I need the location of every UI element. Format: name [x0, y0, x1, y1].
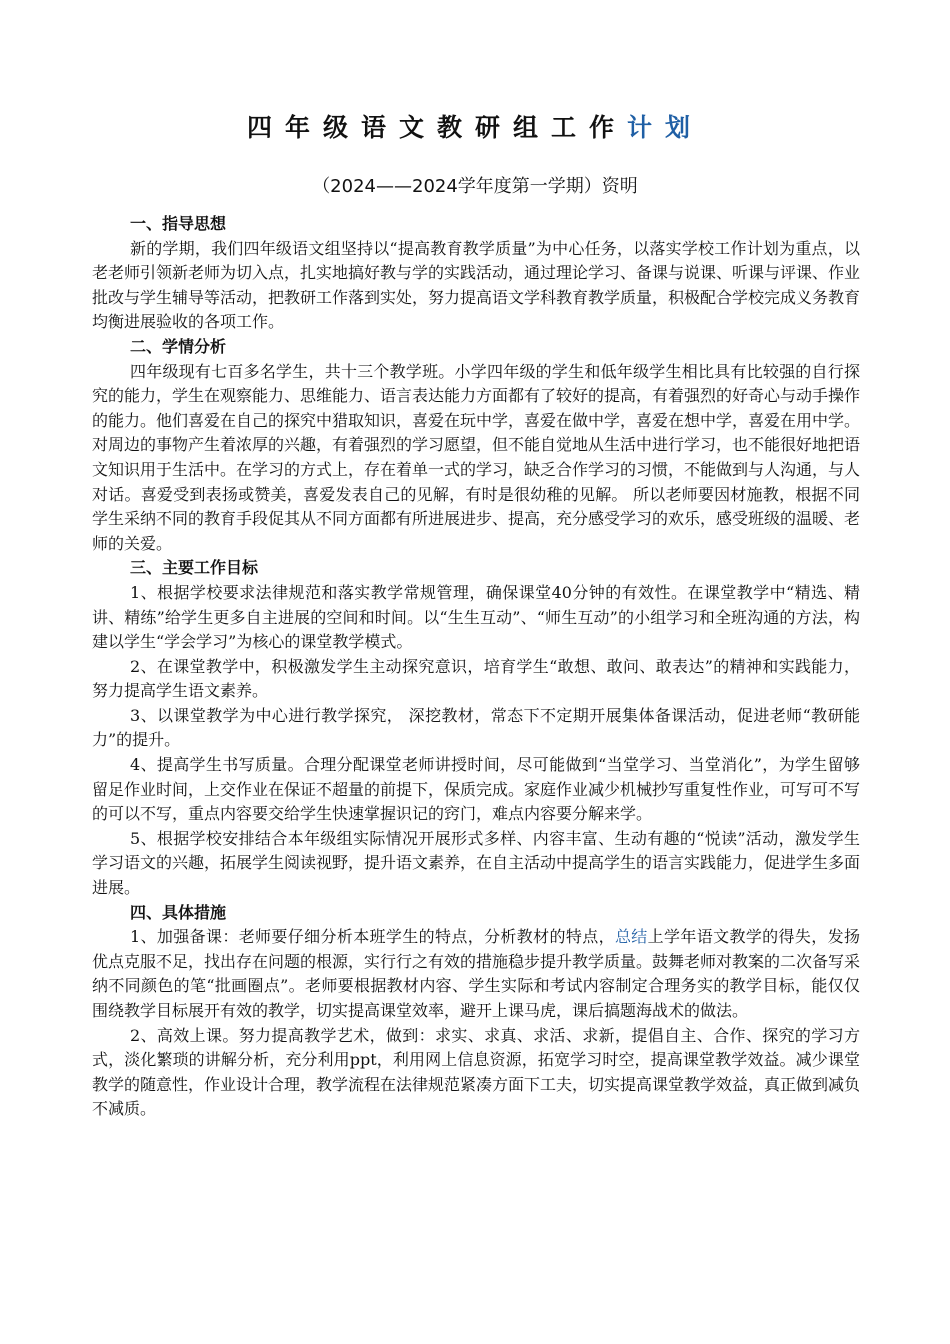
document-body: [92, 212, 860, 1122]
page-subtitle: （2024——2024学年度第一学期）资明: [312, 176, 638, 197]
paragraph-text: 上学年语文教学的得失，发扬优点克服不足，找出存在问题的根源，实行行之有效的措施稳步提升教学质量。鼓舞老师对教案的二次备写采纳不同颜色的笔“批画圈点”。老师要根据教材内容、学生实际和考试内容制定合理务实的教学目标，能仅仅围绕教学目标展开有效的教学，切实提高课堂效率，避开上课马虎，课后搞题海战术的做法。: [92, 927, 861, 1020]
paragraph: 新的学期，我们四年级语文组坚持以“提高教育教学质量”为中心任务，以落实学校工作计划为重点，以老老师引领新老师为切入点，扎实地搞好教与学的实践活动，通过理论学习、备课与说课、听课与评课、作业批改与学生辅导等活动，把教研工作落到实处，努力提高语文学科教育教学质量，积极配合学校完成义务教育均衡进展验收的各项工作。: [92, 238, 861, 332]
paragraph: 四年级现有七百多名学生，共十三个教学班。小学四年级的学生和低年级学生相比具有比较强的自行探究的能力，学生在观察能力、思维能力、语言表达能力方面都有了较好的提高，有着强烈的好奇心与动手操作的能力。他们喜爱在自己的探究中猎取知识，喜爱在玩中学，喜爱在做中学，喜爱在想中学，喜爱在用中学。对周边的事物产生着浓厚的兴趣，有着强烈的学习愿望，但不能自觉地从生活中进行学习，也不能很好地把语文知识用于生活中。在学习的方式上，存在着单一式的学习，缺乏合作学习的习惯，不能做到与人沟通，与人对话。喜爱受到表扬或赞美，喜爱发表自己的见解，有时是很幼稚的见解。 所以老师要因材施教，根据不同学生采纳不同的教育手段促其从不同方面都有所进展进步、提高，充分感受学习的欢乐，感受班级的温暖、老师的关爱。: [92, 361, 861, 553]
summary-link[interactable]: 总结: [614, 927, 648, 947]
section-heading: 一、指导思想: [130, 214, 227, 233]
paragraph: 3、以课堂教学为中心进行教学探究， 深挖教材，常态下不定期开展集体备课活动，促进老师“教研能力”的提升。: [92, 705, 860, 750]
section-heading: 二、学情分析: [130, 336, 227, 356]
paragraph: 1、根据学校要求法律规范和落实教学常规管理，确保课堂40分钟的有效性。在课堂教学中“精选、精讲、精练”给学生更多自主进展的空间和时间。以“生生互动”、“师生互动”的小组学习和全班沟通的方法，构建以学生“学会学习”为核心的课堂教学模式。: [92, 582, 860, 652]
section-heading: 三、主要工作目标: [130, 558, 259, 578]
paragraph: 5、根据学校安排结合本年级组实际情况开展形式多样、内容丰富、生动有趣的“悦读”活动，激发学生学习语文的兴趣，拓展学生阅读视野，提升语文素养，在自主活动中提高学生的语言实践能力，促进学生多面进展。: [92, 828, 861, 898]
paragraph-text: 1、加强备课：老师要仔细分析本班学生的特点，分析教材的特点，: [130, 927, 615, 947]
paragraph: 2、高效上课。努力提高教学艺术，做到：求实、求真、求活、求新，提倡自主、合作、探究的学习方式，淡化繁琐的讲解分析，充分利用ppt，利用网上信息资源，拓宽学习时空，提高课堂教学效益。减少课堂教学的随意性，作业设计合理，教学流程在法律规范紧凑方面下工夫，切实提高课堂教学效益，真正做到减负不减质。: [92, 1025, 861, 1119]
section-heading: 四、具体措施: [130, 902, 227, 922]
title-accent: 计划: [627, 113, 704, 142]
paragraph: 2、在课堂教学中，积极激发学生主动探究意识，培育学生“敢想、敢问、敢表达”的精神和实践能力，努力提高学生语文素养。: [92, 656, 860, 701]
paragraph: [92, 925, 860, 1023]
paragraph: 4、提高学生书写质量。合理分配课堂老师讲授时间，尽可能做到“当堂学习、当堂消化”，为学生留够留足作业时间，上交作业在保证不超量的前提下，保质完成。家庭作业减少机械抄写重复性作业，可写可不写的可以不写，重点内容要交给学生快速掌握识记的窍门，难点内容要分解来学。: [92, 755, 861, 824]
title-main: 四年级语文教研组工作: [246, 113, 627, 142]
page-title: [0, 108, 950, 144]
